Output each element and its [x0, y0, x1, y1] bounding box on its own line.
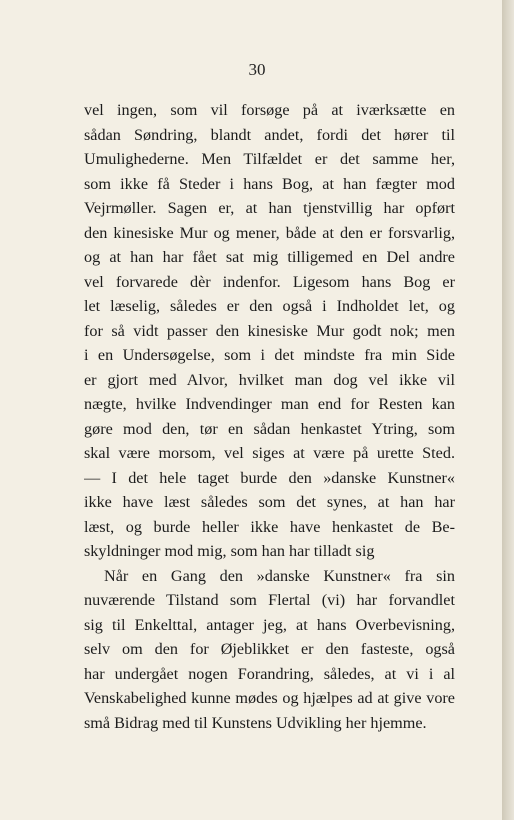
text-line: og at han har fået sat mig tilligemed en Del andre — [84, 248, 455, 266]
text-line: sådan Søndring, blandt andet, fordi det hører til — [84, 125, 455, 144]
text-line: skyldninger mod mig, som han har tilladt sig — [84, 542, 375, 560]
text-line: er gjort med Alvor, hvilket man dog vel ikke vil — [84, 370, 455, 389]
text-line: Vejrmøller. Sagen er, at han tjenstvillig har opført — [84, 199, 455, 217]
page-edge — [502, 0, 514, 820]
text-line: har undergået nogen Forandring, således, at vi i al — [84, 664, 455, 683]
text-line: sig til Enkelttal, antager jeg, at hans Overbevisning, — [84, 615, 455, 634]
text-line: i en Undersøgelse, som i det mindste fra min Side — [84, 346, 455, 364]
text-line: vel ingen, som vil forsøge på at iværksætte en — [84, 101, 455, 119]
text-line: let læselig, således er den også i Indholdet let, og — [84, 297, 455, 315]
text-line: Umulighederne. Men Tilfældet er det samme her, — [84, 150, 455, 168]
text-line: selv om den for Øjeblikket er den fasteste, også — [84, 640, 455, 658]
text-line: vel forvarede dèr indenfor. Ligesom hans Bog er — [84, 272, 455, 291]
text-line: Når en Gang den »danske Kunstner« fra sin — [104, 566, 455, 585]
text-line: nægte, hvilke Indvendinger man end for Resten kan — [84, 395, 455, 413]
text-line: ikke have læst således som det synes, at han har — [84, 493, 455, 511]
text-line: som ikke få Steder i hans Bog, at han fægter mod — [84, 174, 455, 193]
body-text — [84, 98, 455, 735]
text-line: skal være morsom, vel siges at være på urette Sted. — [84, 444, 455, 462]
text-line: små Bidrag med til Kunstens Udvikling her hjemme. — [84, 713, 427, 732]
text-line: Venskabelighed kunne mødes og hjælpes ad at give vore — [84, 689, 455, 707]
text-line: gøre mod den, tør en sådan henkastet Ytring, som — [84, 419, 455, 438]
page-number: 30 — [248, 60, 266, 79]
text-line: den kinesiske Mur og mener, både at den er forsvarlig, — [84, 223, 455, 242]
text-line: — I det hele taget burde den »danske Kunstner« — [84, 468, 455, 487]
text-line: for så vidt passer den kinesiske Mur godt nok; men — [84, 321, 455, 340]
text-line: nuværende Tilstand som Flertal (vi) har forvandlet — [84, 591, 455, 609]
text-line: læst, og burde heller ikke have henkastet de Be- — [84, 517, 455, 536]
